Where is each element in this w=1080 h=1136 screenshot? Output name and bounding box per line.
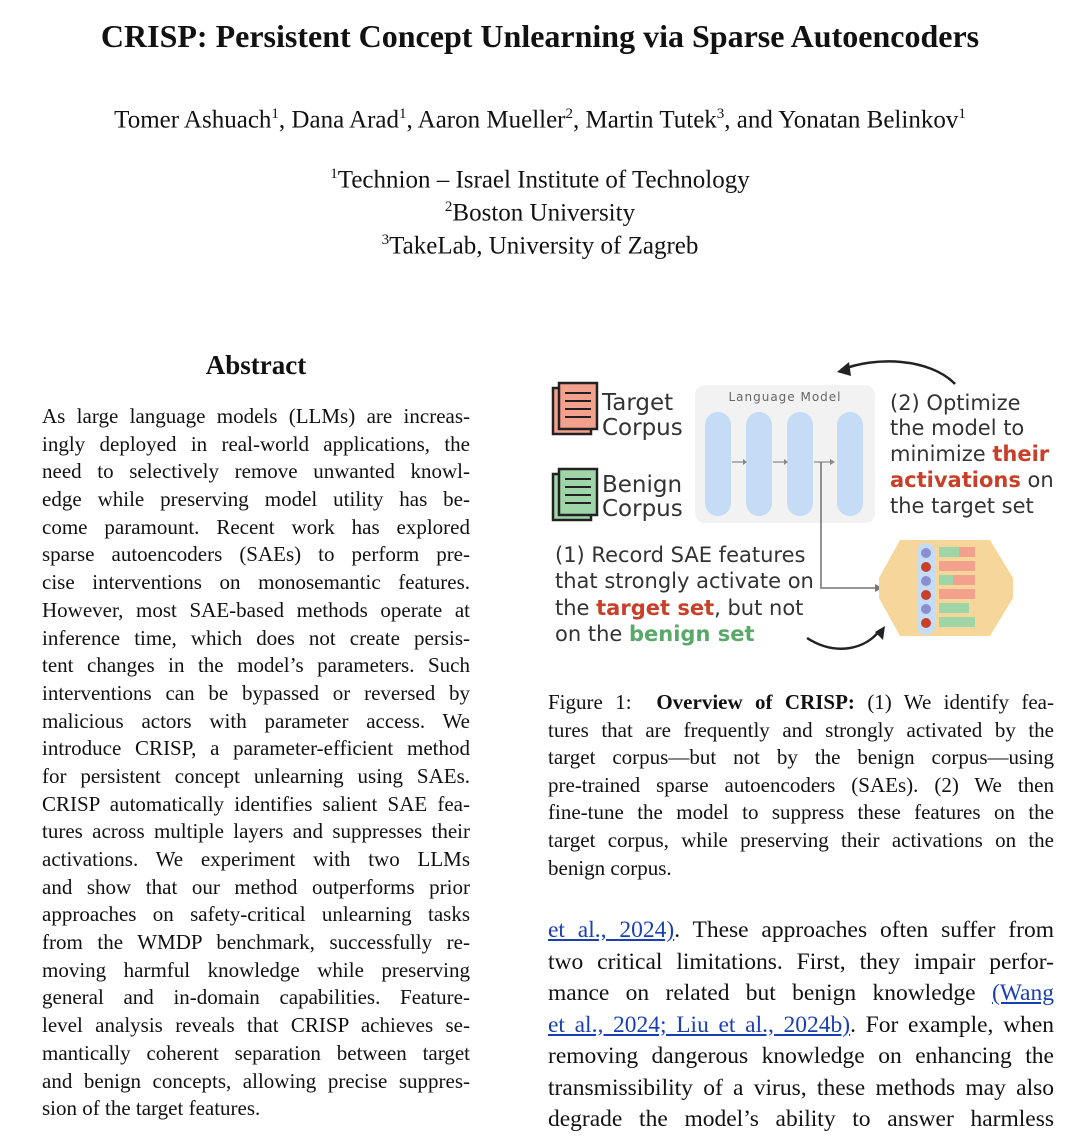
body-line: et al., 2024; Liu et al., 2024b). For example, when [548, 1011, 1054, 1038]
abstract-line: cise interventions on monosemantic features. [42, 570, 470, 595]
author-affiliation-mark: 1 [399, 106, 407, 122]
abstract-line: However, most SAE-based methods operate at [42, 597, 470, 622]
author-affiliation-mark: 3 [716, 106, 725, 122]
step1-line4: on the benign set [555, 622, 755, 646]
abstract-line: approaches on safety-critical unlearning tasks [42, 902, 470, 927]
abstract-line: edge while preserving model utility has be- [42, 487, 470, 512]
author-name: Aaron Mueller [417, 106, 566, 134]
abstract-line: moving harmful knowledge while preserving [42, 957, 470, 982]
body-line: transmissibility of a virus, these methods may also [548, 1074, 1054, 1101]
step2-line3: minimize their [890, 442, 1050, 466]
abstract-body [42, 403, 470, 1123]
abstract-line: ingly deployed in real-world applications, the [42, 431, 470, 456]
step1-line2: that strongly activate on [555, 569, 814, 593]
abstract-line: malicious actors with parameter access. We [42, 708, 470, 733]
abstract-line: CRISP automatically identifies salient SAE fea- [42, 791, 470, 816]
affiliation-3: $^3$TakeLab, University of Zagreb [381, 232, 699, 260]
abstract-line: general and in-domain capabilities. Feature- [42, 985, 470, 1010]
abstract-line: need to selectively remove unwanted knowl- [42, 459, 470, 484]
abstract-line: interventions can be bypassed or reversed by [42, 680, 470, 705]
body-line: et al., 2024). These approaches often suffer from [548, 917, 1054, 943]
caption-line: pre-trained sparse autoencoders (SAEs). (2) We then [548, 772, 1054, 797]
language-model-label: Language Model [728, 390, 842, 404]
caption-line: target corpus—but not by the benign corpus—using [548, 745, 1054, 770]
language-model-block [695, 385, 875, 523]
author-name: Tomer Ashuach [114, 106, 272, 134]
optimize-arrow [841, 361, 955, 384]
step1-line3: the target set, but not [555, 596, 804, 620]
author-list: Tomer Ashuach$^1$, Dana Arad$^1$, Aaron Mueller$^2$, Martin Tutek$^3$, and Yonatan Belinkov$^1$ [114, 106, 966, 134]
citation-link[interactable]: (Wang [991, 980, 1054, 1006]
body-line: two critical limitations. First, they impair perfor- [548, 948, 1054, 975]
benign-document-icon [553, 469, 597, 520]
abstract-line: level analysis reveals that CRISP achieves se- [42, 1013, 470, 1038]
target-document-icon [553, 383, 597, 434]
caption-line: tures that are frequently and strongly activated by the [548, 717, 1054, 742]
abstract-line: As large language models (LLMs) are increas- [42, 404, 470, 428]
abstract-line: from the WMDP benchmark, successfully re- [42, 930, 470, 955]
figure-caption [548, 689, 1054, 882]
step2-line5: the target set [890, 494, 1034, 518]
body-line: removing dangerous knowledge on enhancing the [548, 1043, 1054, 1069]
step1-line1: (1) Record SAE features [555, 543, 806, 567]
author-affiliation-mark: 1 [958, 106, 966, 122]
abstract-line: inference time, which does not create persis- [42, 625, 470, 650]
sae-block [879, 540, 1013, 636]
step2-line2: the model to [890, 416, 1025, 440]
benign-corpus-label: Benign [602, 472, 683, 498]
abstract-line: activations. We experiment with two LLMs [42, 847, 470, 871]
abstract-line: mantically coherent separation between target [42, 1040, 470, 1065]
author-name: Martin Tutek [585, 106, 717, 134]
paper-title: CRISP: Persistent Concept Unlearning via Sparse Autoencoders [100, 18, 980, 54]
step2-line4: activations on [890, 468, 1054, 492]
author-affiliation-mark: 2 [565, 106, 574, 122]
abstract-line: tent changes in the model’s parameters. Such [42, 653, 470, 678]
abstract-heading: Abstract [205, 350, 307, 380]
abstract-line: tures across multiple layers and suppresses their [42, 819, 470, 844]
abstract-line: introduce CRISP, a parameter-efficient method [42, 736, 470, 761]
record-arrow [807, 630, 880, 649]
author-name: Yonatan Belinkov [778, 106, 959, 134]
caption-line: Figure 1: Overview of CRISP: (1) We identify fea- [548, 690, 1054, 714]
abstract-line: for persistent concept unlearning using SAEs. [42, 763, 470, 788]
benign-corpus-label-2: Corpus [602, 496, 683, 522]
caption-line: benign corpus. [548, 855, 672, 880]
citation-link[interactable]: et al., 2024; Liu et al., 2024b) [548, 1011, 851, 1038]
body-line: mance on related but benign knowledge (Wang [548, 980, 1054, 1006]
abstract-line: sion of the target features. [42, 1096, 261, 1121]
step2-line1: (2) Optimize [890, 391, 1021, 415]
affiliation-2: $^2$Boston University [444, 199, 636, 227]
abstract-line: sparse autoencoders (SAEs) to perform pre- [42, 542, 470, 567]
caption-line: fine-tune the model to suppress these features on the [548, 800, 1054, 825]
figure-crisp-overview [545, 350, 1065, 660]
affiliation-1: $^1$Technion – Israel Institute of Technology [330, 166, 750, 194]
abstract-line: and benign concepts, allowing precise suppres- [42, 1068, 470, 1093]
citation-link[interactable]: et al., 2024) [548, 917, 675, 943]
target-corpus-label-2: Corpus [602, 415, 683, 441]
abstract-line: and show that our method outperforms prior [42, 874, 470, 899]
author-affiliation-mark: 1 [271, 106, 279, 122]
body-line: degrade the model’s ability to answer harmless [548, 1106, 1054, 1132]
caption-line: target corpus, while preserving their activations on the [548, 827, 1054, 852]
body-paragraph [548, 915, 1054, 1136]
author-name: Dana Arad [291, 106, 400, 134]
abstract-line: come paramount. Recent work has explored [42, 514, 470, 539]
target-corpus-label: Target [602, 390, 674, 416]
